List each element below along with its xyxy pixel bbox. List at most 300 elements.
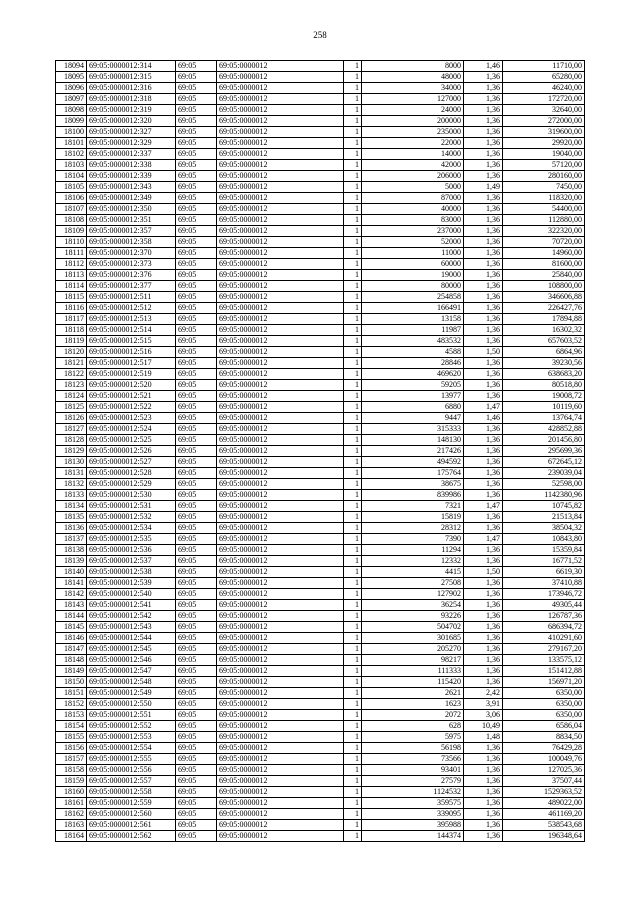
cadastral-number-cell: 69:05:0000012:550	[87, 699, 176, 710]
count-cell: 1	[344, 413, 362, 424]
row-number-cell: 18095	[56, 72, 87, 83]
cadastral-number-cell: 69:05:0000012:314	[87, 61, 176, 72]
cadastral-number-cell: 69:05:0000012:514	[87, 325, 176, 336]
table-row	[56, 248, 585, 259]
count-cell: 1	[344, 105, 362, 116]
value-cell: 638683,20	[503, 369, 585, 380]
value-cell: 272000,00	[503, 116, 585, 127]
table-row	[56, 501, 585, 512]
count-cell: 1	[344, 545, 362, 556]
table-row	[56, 83, 585, 94]
row-number-cell: 18134	[56, 501, 87, 512]
value-cell: 19040,00	[503, 149, 585, 160]
row-number-cell: 18122	[56, 369, 87, 380]
count-cell: 1	[344, 314, 362, 325]
row-number-cell: 18120	[56, 347, 87, 358]
count-cell: 1	[344, 270, 362, 281]
table-row	[56, 776, 585, 787]
rate-cell: 1,36	[464, 138, 503, 149]
quarter-cell: 69:05:0000012	[217, 215, 344, 226]
value-cell: 173946,72	[503, 589, 585, 600]
quarter-cell: 69:05:0000012	[217, 259, 344, 270]
row-number-cell: 18105	[56, 182, 87, 193]
rate-cell: 1,36	[464, 666, 503, 677]
district-cell: 69:05	[176, 149, 217, 160]
row-number-cell: 18118	[56, 325, 87, 336]
area-cell: 13977	[362, 391, 464, 402]
area-cell: 301685	[362, 633, 464, 644]
district-cell: 69:05	[176, 182, 217, 193]
rate-cell: 1,36	[464, 523, 503, 534]
row-number-cell: 18115	[56, 292, 87, 303]
area-cell: 839986	[362, 490, 464, 501]
cadastral-number-cell: 69:05:0000012:376	[87, 270, 176, 281]
row-number-cell: 18103	[56, 160, 87, 171]
count-cell: 1	[344, 435, 362, 446]
rate-cell: 1,36	[464, 281, 503, 292]
quarter-cell: 69:05:0000012	[217, 446, 344, 457]
rate-cell: 1,36	[464, 435, 503, 446]
quarter-cell: 69:05:0000012	[217, 72, 344, 83]
row-number-cell: 18107	[56, 204, 87, 215]
cadastral-number-cell: 69:05:0000012:337	[87, 149, 176, 160]
rate-cell: 1,36	[464, 831, 503, 842]
rate-cell: 1,47	[464, 534, 503, 545]
rate-cell: 1,36	[464, 248, 503, 259]
quarter-cell: 69:05:0000012	[217, 105, 344, 116]
row-number-cell: 18127	[56, 424, 87, 435]
value-cell: 39230,56	[503, 358, 585, 369]
value-cell: 226427,76	[503, 303, 585, 314]
cadastral-number-cell: 69:05:0000012:349	[87, 193, 176, 204]
count-cell: 1	[344, 94, 362, 105]
row-number-cell: 18138	[56, 545, 87, 556]
rate-cell: 1,36	[464, 446, 503, 457]
table-row	[56, 259, 585, 270]
table-row	[56, 765, 585, 776]
quarter-cell: 69:05:0000012	[217, 776, 344, 787]
rate-cell: 1,36	[464, 380, 503, 391]
quarter-cell: 69:05:0000012	[217, 193, 344, 204]
rate-cell: 1,47	[464, 501, 503, 512]
district-cell: 69:05	[176, 83, 217, 94]
quarter-cell: 69:05:0000012	[217, 677, 344, 688]
rate-cell: 1,36	[464, 215, 503, 226]
quarter-cell: 69:05:0000012	[217, 303, 344, 314]
rate-cell: 1,36	[464, 270, 503, 281]
row-number-cell: 18159	[56, 776, 87, 787]
value-cell: 118320,00	[503, 193, 585, 204]
count-cell: 1	[344, 633, 362, 644]
quarter-cell: 69:05:0000012	[217, 512, 344, 523]
rate-cell: 1,36	[464, 358, 503, 369]
table-row	[56, 149, 585, 160]
row-number-cell: 18150	[56, 677, 87, 688]
table-row	[56, 787, 585, 798]
rate-cell: 1,36	[464, 94, 503, 105]
rate-cell: 1,36	[464, 204, 503, 215]
rate-cell: 1,36	[464, 578, 503, 589]
area-cell: 52000	[362, 237, 464, 248]
value-cell: 201456,80	[503, 435, 585, 446]
count-cell: 1	[344, 380, 362, 391]
quarter-cell: 69:05:0000012	[217, 413, 344, 424]
rate-cell: 1,36	[464, 468, 503, 479]
area-cell: 115420	[362, 677, 464, 688]
cadastral-number-cell: 69:05:0000012:343	[87, 182, 176, 193]
table-row	[56, 699, 585, 710]
table-row	[56, 578, 585, 589]
row-number-cell: 18151	[56, 688, 87, 699]
rate-cell: 1,36	[464, 116, 503, 127]
rate-cell: 1,46	[464, 61, 503, 72]
cadastral-number-cell: 69:05:0000012:350	[87, 204, 176, 215]
quarter-cell: 69:05:0000012	[217, 336, 344, 347]
quarter-cell: 69:05:0000012	[217, 820, 344, 831]
rate-cell: 1,36	[464, 820, 503, 831]
count-cell: 1	[344, 732, 362, 743]
district-cell: 69:05	[176, 215, 217, 226]
quarter-cell: 69:05:0000012	[217, 589, 344, 600]
area-cell: 483532	[362, 336, 464, 347]
page-number: 258	[313, 30, 327, 40]
area-cell: 11294	[362, 545, 464, 556]
quarter-cell: 69:05:0000012	[217, 435, 344, 446]
cadastral-number-cell: 69:05:0000012:536	[87, 545, 176, 556]
cadastral-number-cell: 69:05:0000012:511	[87, 292, 176, 303]
area-cell: 93226	[362, 611, 464, 622]
value-cell: 489022,00	[503, 798, 585, 809]
district-cell: 69:05	[176, 237, 217, 248]
quarter-cell: 69:05:0000012	[217, 457, 344, 468]
cadastral-number-cell: 69:05:0000012:530	[87, 490, 176, 501]
count-cell: 1	[344, 721, 362, 732]
row-number-cell: 18161	[56, 798, 87, 809]
area-cell: 38675	[362, 479, 464, 490]
cadastral-number-cell: 69:05:0000012:546	[87, 655, 176, 666]
table-row	[56, 611, 585, 622]
row-number-cell: 18125	[56, 402, 87, 413]
cadastral-number-cell: 69:05:0000012:531	[87, 501, 176, 512]
table-row	[56, 600, 585, 611]
value-cell: 13764,74	[503, 413, 585, 424]
cadastral-number-cell: 69:05:0000012:329	[87, 138, 176, 149]
count-cell: 1	[344, 479, 362, 490]
district-cell: 69:05	[176, 347, 217, 358]
count-cell: 1	[344, 204, 362, 215]
count-cell: 1	[344, 226, 362, 237]
table-row	[56, 567, 585, 578]
quarter-cell: 69:05:0000012	[217, 787, 344, 798]
row-number-cell: 18119	[56, 336, 87, 347]
quarter-cell: 69:05:0000012	[217, 292, 344, 303]
count-cell: 1	[344, 578, 362, 589]
value-cell: 295699,36	[503, 446, 585, 457]
area-cell: 34000	[362, 83, 464, 94]
table-row	[56, 127, 585, 138]
district-cell: 69:05	[176, 600, 217, 611]
district-cell: 69:05	[176, 402, 217, 413]
quarter-cell: 69:05:0000012	[217, 248, 344, 259]
rate-cell: 1,46	[464, 413, 503, 424]
area-cell: 60000	[362, 259, 464, 270]
area-cell: 205270	[362, 644, 464, 655]
count-cell: 1	[344, 61, 362, 72]
cadastral-number-cell: 69:05:0000012:526	[87, 446, 176, 457]
count-cell: 1	[344, 710, 362, 721]
table-row	[56, 369, 585, 380]
value-cell: 196348,64	[503, 831, 585, 842]
table-row	[56, 622, 585, 633]
area-cell: 12332	[362, 556, 464, 567]
table-row	[56, 523, 585, 534]
rate-cell: 1,36	[464, 776, 503, 787]
table-row	[56, 402, 585, 413]
quarter-cell: 69:05:0000012	[217, 556, 344, 567]
district-cell: 69:05	[176, 413, 217, 424]
district-cell: 69:05	[176, 567, 217, 578]
district-cell: 69:05	[176, 556, 217, 567]
district-cell: 69:05	[176, 633, 217, 644]
quarter-cell: 69:05:0000012	[217, 270, 344, 281]
rate-cell: 1,36	[464, 149, 503, 160]
quarter-cell: 69:05:0000012	[217, 545, 344, 556]
rate-cell: 1,36	[464, 292, 503, 303]
district-cell: 69:05	[176, 457, 217, 468]
quarter-cell: 69:05:0000012	[217, 380, 344, 391]
rate-cell: 1,36	[464, 600, 503, 611]
count-cell: 1	[344, 83, 362, 94]
rate-cell: 1,36	[464, 391, 503, 402]
rate-cell: 1,36	[464, 677, 503, 688]
value-cell: 538543,68	[503, 820, 585, 831]
count-cell: 1	[344, 182, 362, 193]
rate-cell: 1,36	[464, 259, 503, 270]
district-cell: 69:05	[176, 424, 217, 435]
cadastral-number-cell: 69:05:0000012:318	[87, 94, 176, 105]
row-number-cell: 18163	[56, 820, 87, 831]
quarter-cell: 69:05:0000012	[217, 754, 344, 765]
table-row	[56, 677, 585, 688]
district-cell: 69:05	[176, 314, 217, 325]
count-cell: 1	[344, 193, 362, 204]
value-cell: 10843,80	[503, 534, 585, 545]
table-row	[56, 798, 585, 809]
cadastral-number-cell: 69:05:0000012:512	[87, 303, 176, 314]
row-number-cell: 18146	[56, 633, 87, 644]
cadastral-number-cell: 69:05:0000012:561	[87, 820, 176, 831]
table-row	[56, 193, 585, 204]
district-cell: 69:05	[176, 688, 217, 699]
value-cell: 156971,20	[503, 677, 585, 688]
count-cell: 1	[344, 303, 362, 314]
table-row	[56, 347, 585, 358]
area-cell: 6880	[362, 402, 464, 413]
area-cell: 237000	[362, 226, 464, 237]
row-number-cell: 18104	[56, 171, 87, 182]
value-cell: 672645,12	[503, 457, 585, 468]
quarter-cell: 69:05:0000012	[217, 138, 344, 149]
cadastral-number-cell: 69:05:0000012:517	[87, 358, 176, 369]
quarter-cell: 69:05:0000012	[217, 743, 344, 754]
table-row	[56, 424, 585, 435]
area-cell: 98217	[362, 655, 464, 666]
table-row	[56, 820, 585, 831]
table-row	[56, 336, 585, 347]
quarter-cell: 69:05:0000012	[217, 578, 344, 589]
cadastral-number-cell: 69:05:0000012:522	[87, 402, 176, 413]
district-cell: 69:05	[176, 512, 217, 523]
rate-cell: 1,36	[464, 743, 503, 754]
quarter-cell: 69:05:0000012	[217, 424, 344, 435]
rate-cell: 1,36	[464, 754, 503, 765]
area-cell: 8000	[362, 61, 464, 72]
rate-cell: 1,36	[464, 787, 503, 798]
value-cell: 81600,00	[503, 259, 585, 270]
quarter-cell: 69:05:0000012	[217, 61, 344, 72]
table-row	[56, 721, 585, 732]
area-cell: 628	[362, 721, 464, 732]
district-cell: 69:05	[176, 259, 217, 270]
table-row	[56, 226, 585, 237]
cadastral-number-cell: 69:05:0000012:547	[87, 666, 176, 677]
quarter-cell: 69:05:0000012	[217, 358, 344, 369]
district-cell: 69:05	[176, 732, 217, 743]
row-number-cell: 18131	[56, 468, 87, 479]
value-cell: 6619,30	[503, 567, 585, 578]
cadastral-number-cell: 69:05:0000012:535	[87, 534, 176, 545]
cadastral-number-cell: 69:05:0000012:524	[87, 424, 176, 435]
district-cell: 69:05	[176, 754, 217, 765]
district-cell: 69:05	[176, 501, 217, 512]
count-cell: 1	[344, 611, 362, 622]
table-row	[56, 666, 585, 677]
row-number-cell: 18112	[56, 259, 87, 270]
rate-cell: 1,36	[464, 633, 503, 644]
row-number-cell: 18102	[56, 149, 87, 160]
quarter-cell: 69:05:0000012	[217, 622, 344, 633]
row-number-cell: 18147	[56, 644, 87, 655]
value-cell: 461169,20	[503, 809, 585, 820]
rate-cell: 1,36	[464, 490, 503, 501]
table-row	[56, 391, 585, 402]
quarter-cell: 69:05:0000012	[217, 160, 344, 171]
area-cell: 27508	[362, 578, 464, 589]
rate-cell: 1,36	[464, 105, 503, 116]
row-number-cell: 18143	[56, 600, 87, 611]
cadastral-number-cell: 69:05:0000012:527	[87, 457, 176, 468]
table-row	[56, 215, 585, 226]
row-number-cell: 18155	[56, 732, 87, 743]
count-cell: 1	[344, 248, 362, 259]
value-cell: 126787,36	[503, 611, 585, 622]
value-cell: 10745,82	[503, 501, 585, 512]
rate-cell: 1,36	[464, 622, 503, 633]
count-cell: 1	[344, 765, 362, 776]
value-cell: 172720,00	[503, 94, 585, 105]
district-cell: 69:05	[176, 369, 217, 380]
value-cell: 8834,50	[503, 732, 585, 743]
cadastral-number-cell: 69:05:0000012:513	[87, 314, 176, 325]
cadastral-number-cell: 69:05:0000012:554	[87, 743, 176, 754]
area-cell: 11987	[362, 325, 464, 336]
cadastral-number-cell: 69:05:0000012:373	[87, 259, 176, 270]
value-cell: 38504,32	[503, 523, 585, 534]
count-cell: 1	[344, 743, 362, 754]
rate-cell: 10,49	[464, 721, 503, 732]
cadastral-number-cell: 69:05:0000012:542	[87, 611, 176, 622]
table-row	[56, 270, 585, 281]
table-row	[56, 556, 585, 567]
area-cell: 59205	[362, 380, 464, 391]
row-number-cell: 18158	[56, 765, 87, 776]
quarter-cell: 69:05:0000012	[217, 534, 344, 545]
rate-cell: 1,36	[464, 369, 503, 380]
rate-cell: 1,36	[464, 589, 503, 600]
count-cell: 1	[344, 523, 362, 534]
rate-cell: 1,36	[464, 644, 503, 655]
value-cell: 54400,00	[503, 204, 585, 215]
district-cell: 69:05	[176, 765, 217, 776]
district-cell: 69:05	[176, 105, 217, 116]
cadastral-number-cell: 69:05:0000012:351	[87, 215, 176, 226]
area-cell: 127000	[362, 94, 464, 105]
area-cell: 1124532	[362, 787, 464, 798]
count-cell: 1	[344, 567, 362, 578]
value-cell: 16771,52	[503, 556, 585, 567]
table-row	[56, 116, 585, 127]
table-row	[56, 754, 585, 765]
area-cell: 469620	[362, 369, 464, 380]
value-cell: 70720,00	[503, 237, 585, 248]
row-number-cell: 18164	[56, 831, 87, 842]
value-cell: 57120,00	[503, 160, 585, 171]
value-cell: 100049,76	[503, 754, 585, 765]
count-cell: 1	[344, 820, 362, 831]
rate-cell: 2,42	[464, 688, 503, 699]
table-row	[56, 182, 585, 193]
rate-cell: 1,50	[464, 567, 503, 578]
area-cell: 36254	[362, 600, 464, 611]
rate-cell: 1,36	[464, 237, 503, 248]
cadastral-number-cell: 69:05:0000012:319	[87, 105, 176, 116]
area-cell: 206000	[362, 171, 464, 182]
area-cell: 127902	[362, 589, 464, 600]
value-cell: 7450,00	[503, 182, 585, 193]
cadastral-number-cell: 69:05:0000012:544	[87, 633, 176, 644]
row-number-cell: 18153	[56, 710, 87, 721]
district-cell: 69:05	[176, 61, 217, 72]
table-row	[56, 457, 585, 468]
count-cell: 1	[344, 424, 362, 435]
area-cell: 395988	[362, 820, 464, 831]
value-cell: 52598,00	[503, 479, 585, 490]
row-number-cell: 18108	[56, 215, 87, 226]
row-number-cell: 18110	[56, 237, 87, 248]
rate-cell: 1,36	[464, 545, 503, 556]
cadastral-number-cell: 69:05:0000012:523	[87, 413, 176, 424]
row-number-cell: 18139	[56, 556, 87, 567]
count-cell: 1	[344, 259, 362, 270]
quarter-cell: 69:05:0000012	[217, 699, 344, 710]
district-cell: 69:05	[176, 292, 217, 303]
cadastral-number-cell: 69:05:0000012:556	[87, 765, 176, 776]
row-number-cell: 18154	[56, 721, 87, 732]
row-number-cell: 18157	[56, 754, 87, 765]
value-cell: 346606,88	[503, 292, 585, 303]
cadastral-number-cell: 69:05:0000012:327	[87, 127, 176, 138]
table-row	[56, 72, 585, 83]
